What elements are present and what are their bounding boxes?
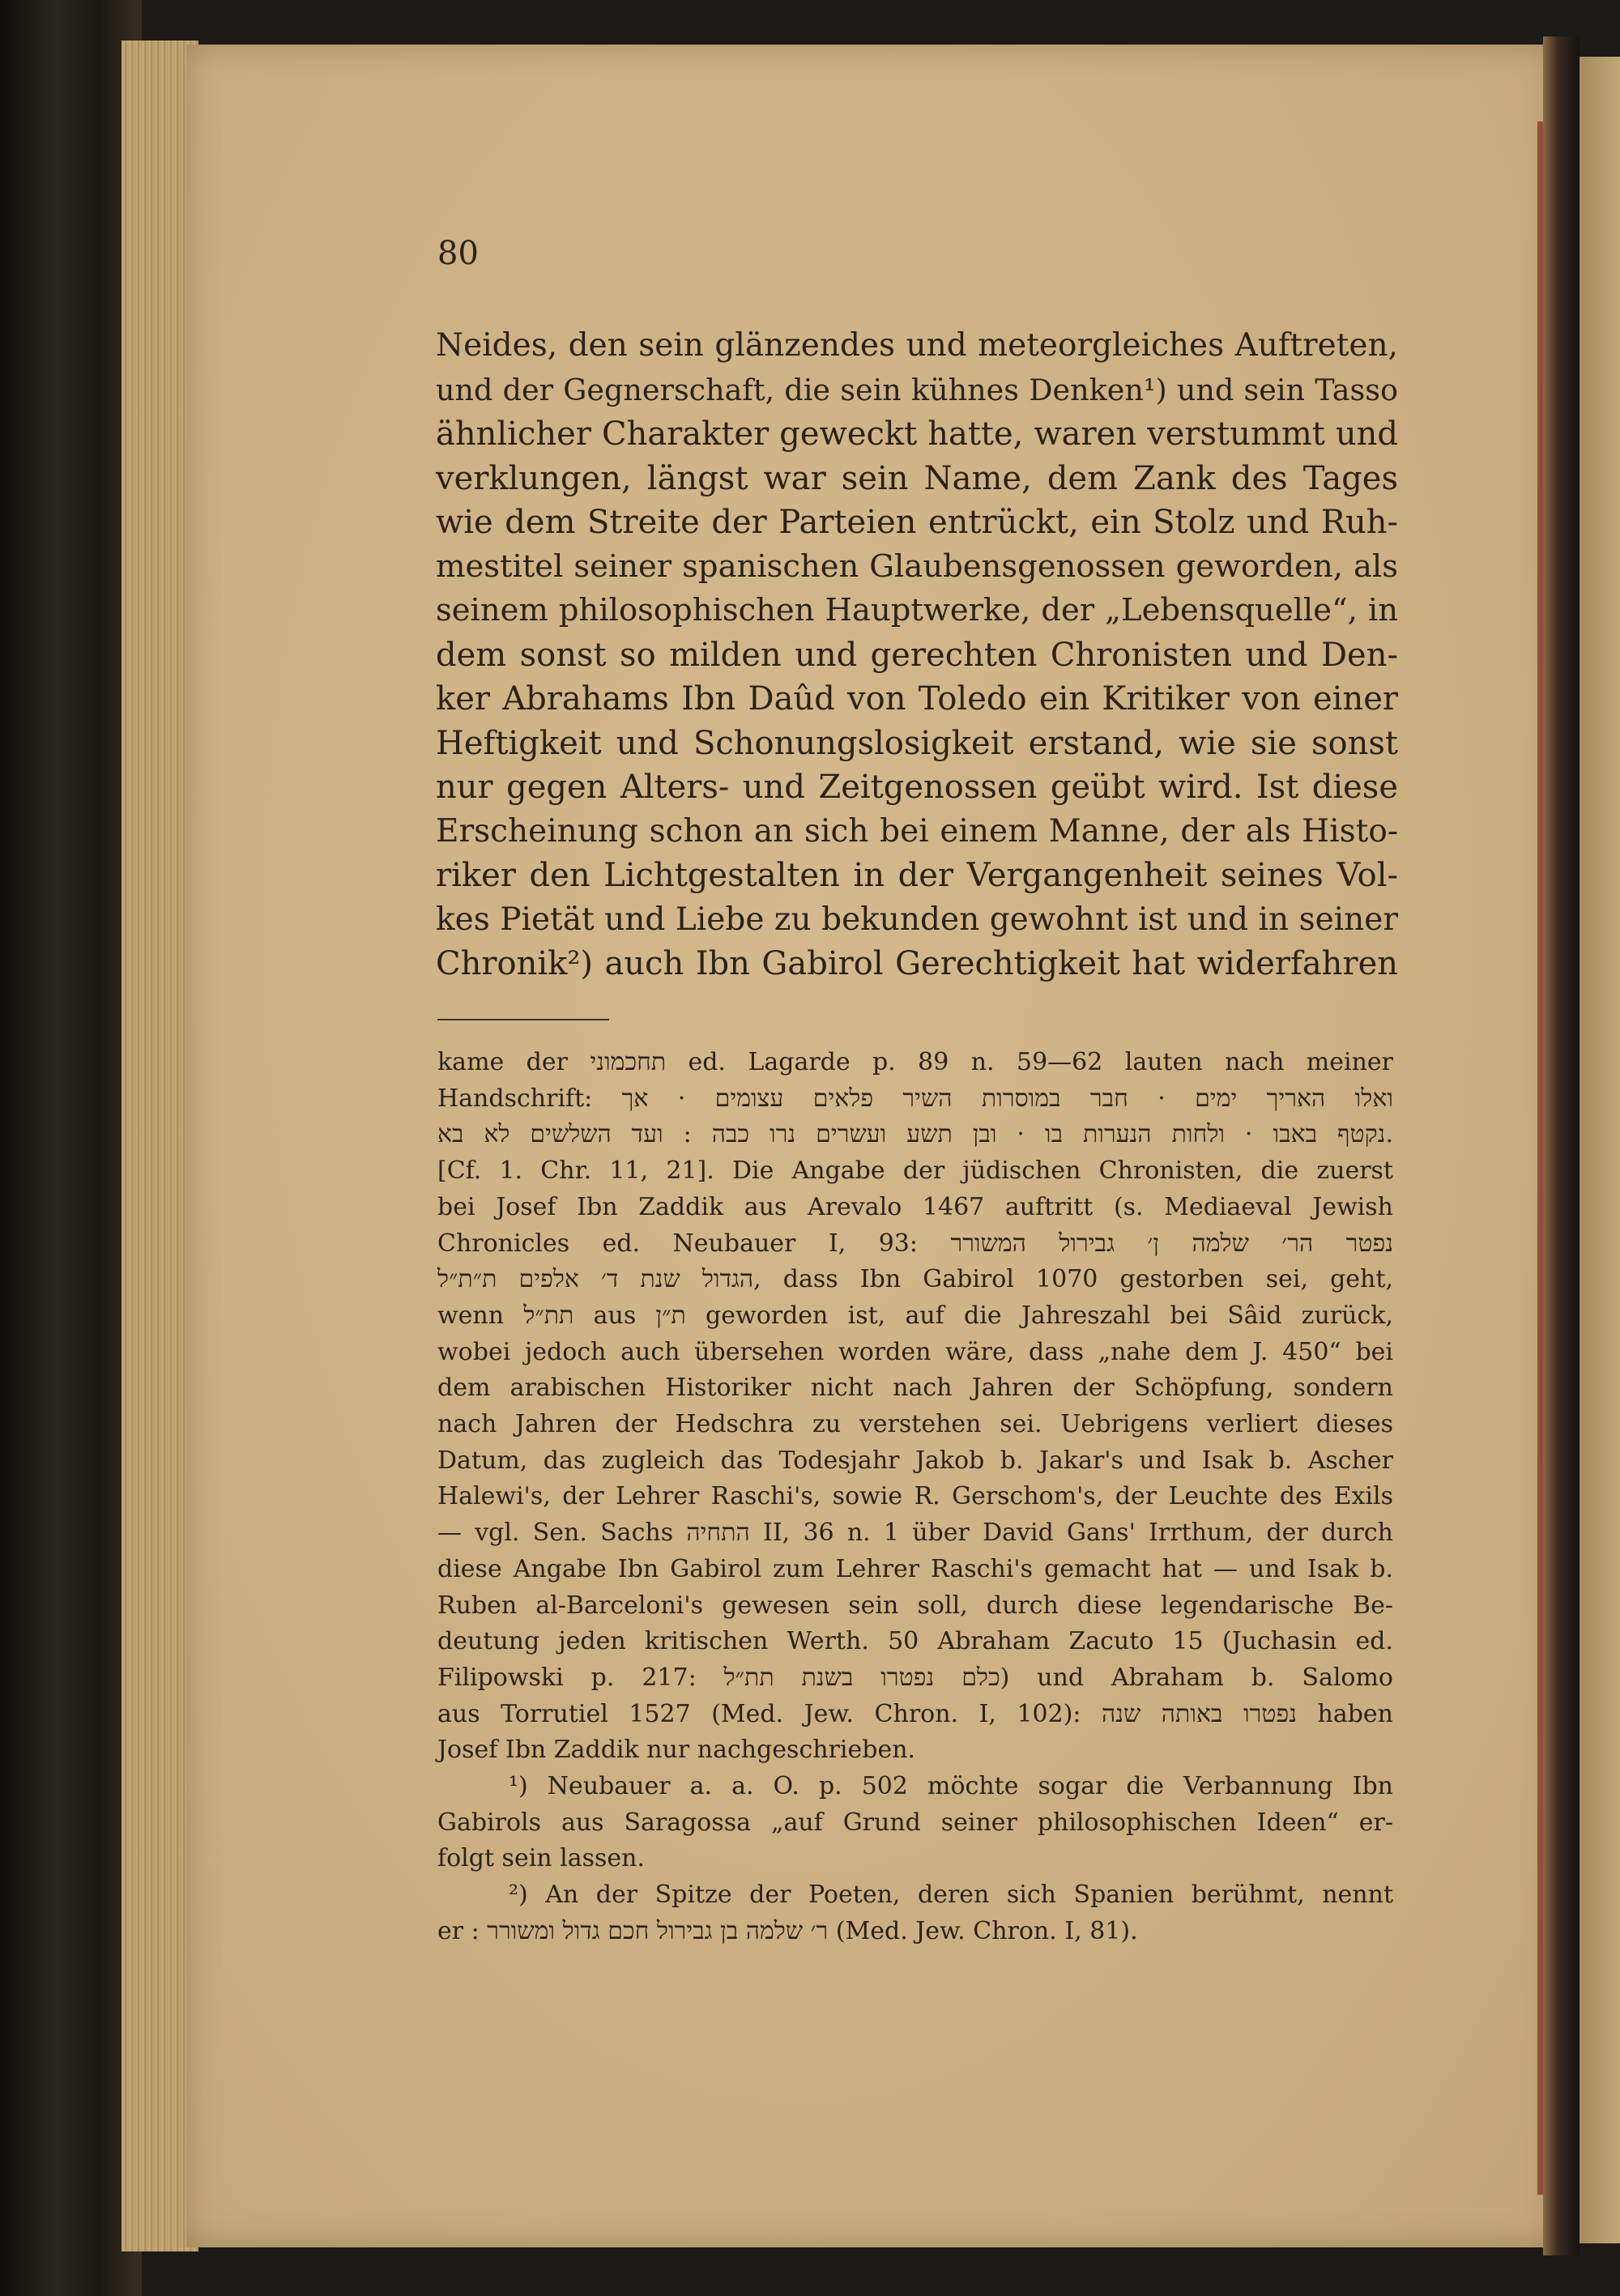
footnote-line: Datum, das zugleich das Todesjahr Jakob b. Jakar's und Isak b. Ascher [437, 1446, 1393, 1475]
footnote-1-line: Gabirols aus Saragossa „auf Grund seiner philosophischen Ideen“ er- [437, 1808, 1393, 1837]
footnote-separator [437, 1019, 609, 1020]
text-line: und der Gegnerschaft, die sein kühnes Denken¹) und sein Tasso [436, 372, 1398, 407]
text-line: wie dem Streite der Parteien entrückt, ein Stolz und Ruh- [436, 504, 1398, 541]
text-line: Neides, den sein glänzendes und meteorgleiches Auftreten, [436, 327, 1398, 364]
footnote-line: wenn תת״ל aus ת״ן geworden ist, auf die Jahreszahl bei Sâid zurück, [437, 1301, 1393, 1330]
text-line: Erscheinung schon an sich bei einem Manne, der als Histo- [436, 812, 1398, 850]
book-cover-edge [0, 0, 142, 2296]
footnote-line: Ruben al-Barceloni's gewesen sein soll, durch diese legendarische Be- [437, 1591, 1393, 1620]
text-line: kes Pietät und Liebe zu bekunden gewohnt ist und in seiner [436, 901, 1398, 938]
text-line: nur gegen Alters- und Zeitgenossen geübt wird. Ist diese [436, 769, 1398, 806]
footnote-line: bei Josef Ibn Zaddik aus Arevalo 1467 auftritt (s. Mediaeval Jewish [437, 1192, 1393, 1221]
facing-page-edge [1580, 57, 1620, 2243]
footnote-line: נקטף באבו · ולחות הנערות בו · ובן תשע ועשרים נרו כבה : ועד השלשים לא בא. [437, 1120, 1393, 1149]
text-line: verklungen, längst war sein Name, dem Zank des Tages [436, 459, 1398, 497]
footnote-line: kame der תחכמוני ed. Lagarde p. 89 n. 59—62 lauten nach meiner [437, 1048, 1393, 1076]
footnote-line: wobei jedoch auch übersehen worden wäre, dass „nahe dem J. 450“ bei [437, 1337, 1393, 1366]
main-text [436, 324, 1398, 986]
text-line: riker den Lichtgestalten in der Vergangenheit seines Vol- [436, 857, 1398, 894]
footnote-2-line: er : ר׳ שלמה בן גבירול חכם גדול ומשורר (Med. Jew. Chron. I, 81). [437, 1916, 1138, 1945]
text-line: seinem philosophischen Hauptwerke, der „Lebensquelle“, in [436, 592, 1398, 628]
footnote-line: Josef Ibn Zaddik nur nachgeschrieben. [437, 1736, 916, 1765]
footnote-line: [Cf. 1. Chr. 11, 21]. Die Angabe der jüdischen Chronisten, die zuerst [437, 1157, 1393, 1186]
footnote-line: Halewi's, der Lehrer Raschi's, sowie R. Gerschom's, der Leuchte des Exils [437, 1482, 1393, 1511]
footnote-line: Chronicles ed. Neubauer I, 93: נפטר הר׳ שלמה ן׳ גבירול המשורר [437, 1229, 1393, 1258]
footnote-2-line: ²) An der Spitze der Poeten, deren sich Spanien berühmt, nennt [509, 1881, 1393, 1910]
footnote-line: dem arabischen Historiker nicht nach Jahren der Schöpfung, sondern [437, 1374, 1393, 1403]
footnote-line: diese Angabe Ibn Gabirol zum Lehrer Raschi's gemacht hat — und Isak b. [437, 1554, 1393, 1583]
text-line: dem sonst so milden und gerechten Chronisten und Den- [436, 636, 1398, 674]
footnote-1-line: ¹) Neubauer a. a. O. p. 502 möchte sogar die Verbannung Ibn [509, 1772, 1393, 1801]
footnote-line: aus Torrutiel 1527 (Med. Jew. Chron. I, 102): נפטרו באותה שנה haben [437, 1699, 1393, 1728]
footnote-1-line: folgt sein lassen. [437, 1844, 646, 1873]
footnote-line: Filipowski p. 217: כלם נפטרו בשנת תת״ל) und Abraham b. Salomo [437, 1663, 1393, 1692]
text-line: ähnlicher Charakter geweckt hatte, waren verstummt und [436, 415, 1398, 453]
footnote-line: הגדול שנת ד׳ אלפים ת״ת״ל, dass Ibn Gabirol 1070 gestorben sei, geht, [437, 1265, 1393, 1294]
footnote-line: — vgl. Sen. Sachs התחיה II, 36 n. 1 über David Gans' Irrthum, der durch [437, 1519, 1393, 1548]
page-number: 80 [437, 235, 479, 272]
text-line: mestitel seiner spanischen Glaubensgenossen geworden, als [436, 547, 1398, 585]
text-line: ker Abrahams Ibn Daûd von Toledo ein Kritiker von einer [436, 680, 1398, 718]
text-line: Heftigkeit und Schonungslosigkeit erstand, wie sie sonst [436, 724, 1398, 762]
footnote-line: Handschrift: ואלו האריך ימים · חבר במוסרות השיר פלאים עצומים · אך [437, 1084, 1393, 1113]
text-line: Chronik²) auch Ibn Gabirol Gerechtigkeit hat widerfahren [436, 945, 1398, 982]
footnote-line: nach Jahren der Hedschra zu verstehen sei. Uebrigens verliert dieses [437, 1410, 1393, 1439]
footnotes [437, 1045, 1393, 1950]
book-gutter [1543, 36, 1580, 2256]
footnote-line: deutung jeden kritischen Werth. 50 Abraham Zacuto 15 (Juchasin ed. [437, 1627, 1393, 1656]
